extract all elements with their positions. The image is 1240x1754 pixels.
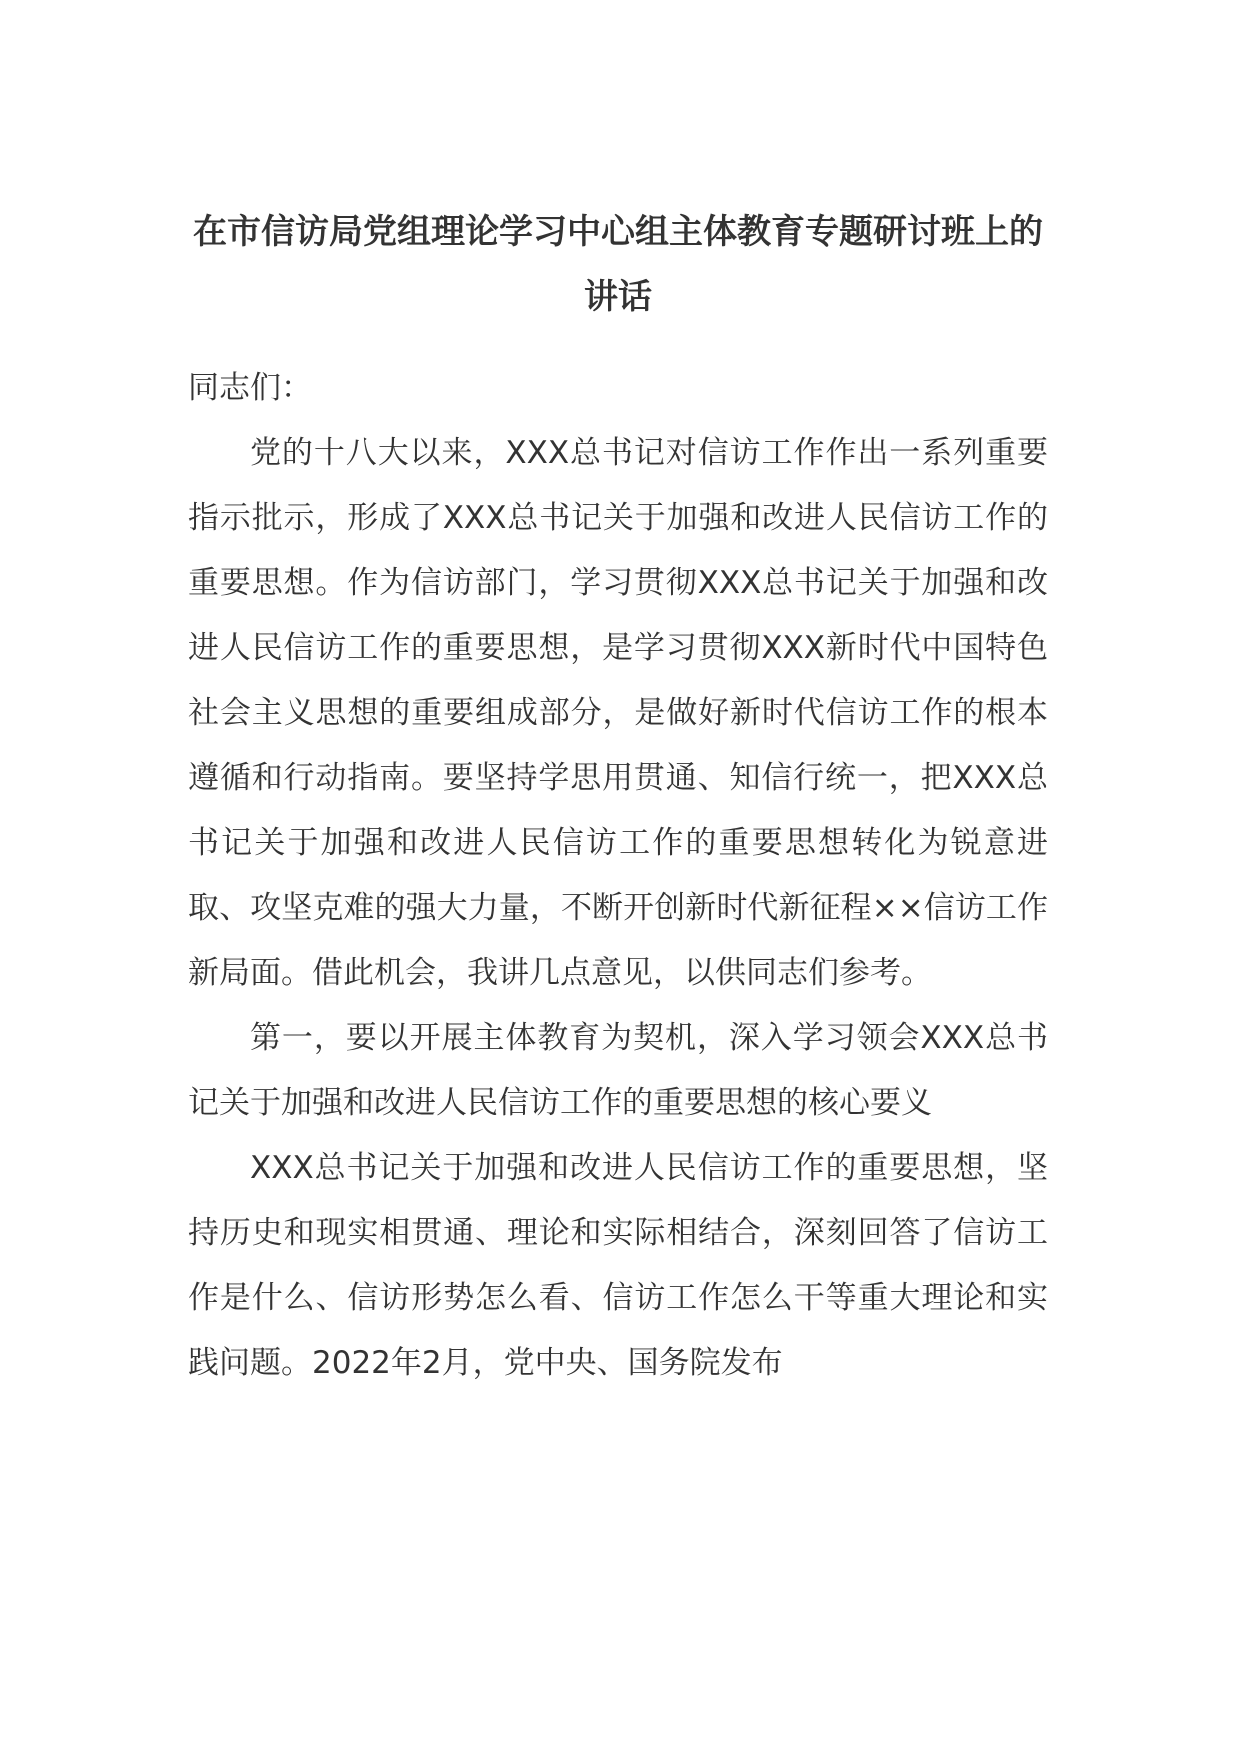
section-heading-first: 第一，要以开展主体教育为契机，深入学习领会XXX总书记关于加强和改进人民信访工作的重要思想的核心要义 bbox=[188, 1020, 1048, 1121]
title-line-2: 讲话 bbox=[584, 277, 652, 317]
paragraph-intro: 党的十八大以来，XXX总书记对信访工作作出一系列重要指示批示，形成了XXX总书记关于加强和改进人民信访工作的重要思想。作为信访部门，学习贯彻XXX总书记关于加强和改进人民信访工作的重要思想，是学习贯彻XXX新时代中国特色社会主义思想的重要组成部分，是做好新时代信访工作的根本遵循和行动指南。要坚持学思用贯通、知信行统一，把XXX总书记关于加强和改进人民信访工作的重要思想转化为锐意进取、攻坚克难的强大力量，不断开创新时代新征程××信访工作新局面。借此机会，我讲几点意见，以供同志们参考。 bbox=[188, 435, 1048, 991]
salutation: 同志们： bbox=[188, 370, 312, 406]
document-title bbox=[188, 200, 1048, 330]
paragraph-body: XXX总书记关于加强和改进人民信访工作的重要思想，坚持历史和现实相贯通、理论和实际相结合，深刻回答了信访工作是什么、信访形势怎么看、信访工作怎么干等重大理论和实践问题。2022年2月，党中央、国务院发布 bbox=[188, 1150, 1048, 1381]
title-line-1: 在市信访局党组理论学习中心组主体教育专题研讨班上的 bbox=[193, 212, 1043, 252]
document-content bbox=[188, 200, 1048, 1396]
